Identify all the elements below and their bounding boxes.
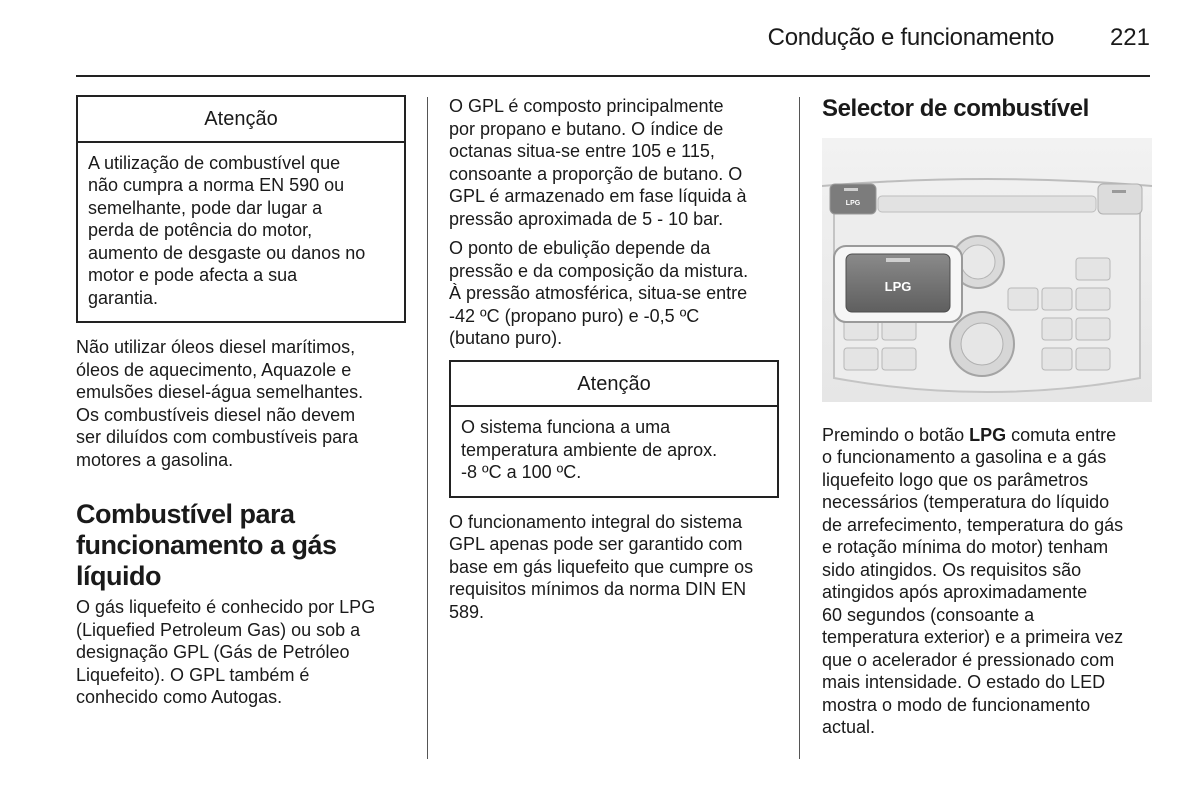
attention-box-1 [76, 95, 406, 323]
text-line: octanas situa-se entre 105 e 115, [449, 141, 715, 161]
page-number: 221 [1109, 24, 1150, 51]
text-line: temperatura ambiente de aprox. [461, 439, 718, 460]
text-fragment: Premindo o botão [822, 424, 970, 445]
paragraph-lpg-intro [76, 596, 406, 709]
column-divider-1 [427, 97, 428, 759]
fuel-selector-heading: Selector de combustível [822, 95, 1089, 122]
column-1 [76, 95, 406, 709]
column-2 [449, 95, 779, 623]
text-line: 60 segundos (consoante a [822, 604, 1035, 625]
attention-title: Atenção [451, 362, 777, 408]
text-line: pressão e da composição da mistura. [449, 260, 749, 281]
text-line: O sistema funciona a uma [461, 417, 671, 437]
text-line: garantia. [88, 287, 159, 308]
text-line: (Liquefied Petroleum Gas) ou sob a [76, 619, 361, 640]
text-line: O funcionamento integral do sistema [449, 511, 743, 532]
text-line [822, 424, 1152, 447]
paragraph-composition [449, 95, 779, 230]
section-heading [76, 499, 406, 592]
heading-line: funcionamento a gás [76, 530, 337, 560]
text-line: semelhante, pode dar lugar a [88, 197, 323, 218]
text-line: mais intensidade. O estado do LED [822, 672, 1106, 692]
attention-box-2 [449, 360, 779, 498]
text-line: O ponto de ebulição depende da [449, 238, 711, 258]
attention-text [451, 407, 777, 496]
text-line: óleos de aquecimento, Aquazole e [76, 359, 352, 380]
text-line: o funcionamento a gasolina e a gás [822, 447, 1107, 467]
text-line: Não utilizar óleos diesel marítimos, [76, 337, 356, 357]
text-line: O gás liquefeito é conhecido por LPG [76, 597, 376, 617]
text-line: que o acelerador é pressionado com [822, 649, 1115, 670]
text-line: temperatura exterior) e a primeira vez [822, 627, 1124, 647]
text-line: não cumpra a norma EN 590 ou [88, 175, 345, 195]
text-line: requisitos mínimos da norma DIN EN [449, 579, 747, 599]
text-line: base em gás liquefeito que cumpre os [449, 556, 754, 577]
text-line: Liquefeito). O GPL também é [76, 664, 310, 685]
text-line: O GPL é composto principalmente [449, 96, 724, 116]
text-line: 589. [449, 601, 485, 622]
lpg-button-illustration [822, 138, 1152, 402]
text-line: emulsões diesel-água semelhantes. [76, 382, 364, 402]
text-line: motores a gasolina. [76, 449, 234, 470]
text-line: designação GPL (Gás de Petróleo [76, 642, 350, 662]
lpg-bold-text: LPG [969, 424, 1007, 445]
text-line: GPL apenas pode ser garantido com [449, 534, 743, 554]
text-line: A utilização de combustível que [88, 152, 341, 173]
heading-line: líquido [76, 561, 161, 591]
text-line: conhecido como Autogas. [76, 687, 283, 707]
text-line: consoante a proporção de butano. O [449, 163, 743, 184]
paragraph-operation [449, 511, 779, 624]
paragraph-fuel-selector [822, 424, 1152, 739]
text-line: aumento de desgaste ou danos no [88, 242, 366, 263]
text-line: de arrefecimento, temperatura do gás [822, 514, 1124, 535]
text-line: sido atingidos. Os requisitos são [822, 559, 1082, 580]
text-line: atingidos após aproximadamente [822, 582, 1088, 602]
text-line: perda de potência do motor, [88, 220, 313, 240]
text-line: (butano puro). [449, 328, 563, 348]
text-line: mostra o modo de funcionamento [822, 694, 1091, 715]
text-fragment: comuta entre [1006, 424, 1117, 445]
paragraph-diesel [76, 336, 406, 471]
text-line: GPL é armazenado em fase líquida à [449, 186, 747, 206]
text-line: ser diluídos com combustíveis para [76, 427, 359, 447]
text-line: -42 ºC (propano puro) e -0,5 ºC [449, 305, 700, 326]
attention-text [78, 143, 404, 322]
header-title: Condução e funcionamento [767, 24, 1054, 51]
header-rule [76, 75, 1150, 77]
text-line: necessários (temperatura do líquido [822, 492, 1110, 512]
column-3 [822, 95, 1152, 739]
attention-title: Atenção [78, 97, 404, 143]
paragraph-boiling-point [449, 237, 779, 350]
text-line: À pressão atmosférica, situa-se entre [449, 283, 748, 303]
lpg-label-small: LPG [845, 200, 861, 207]
text-line: liquefeito logo que os parâmetros [822, 469, 1089, 490]
text-line: Os combustíveis diesel não devem [76, 404, 356, 425]
text-line: actual. [822, 717, 876, 737]
lpg-label-large: LPG [884, 279, 912, 294]
heading-line: Combustível para [76, 499, 295, 529]
column-divider-2 [799, 97, 800, 759]
text-line: por propano e butano. O índice de [449, 118, 724, 139]
text-line: pressão aproximada de 5 - 10 bar. [449, 208, 724, 229]
text-line: e rotação mínima do motor) tenham [822, 537, 1109, 557]
text-line: motor e pode afecta a sua [88, 265, 298, 285]
text-line: -8 ºC a 100 ºC. [461, 462, 582, 482]
